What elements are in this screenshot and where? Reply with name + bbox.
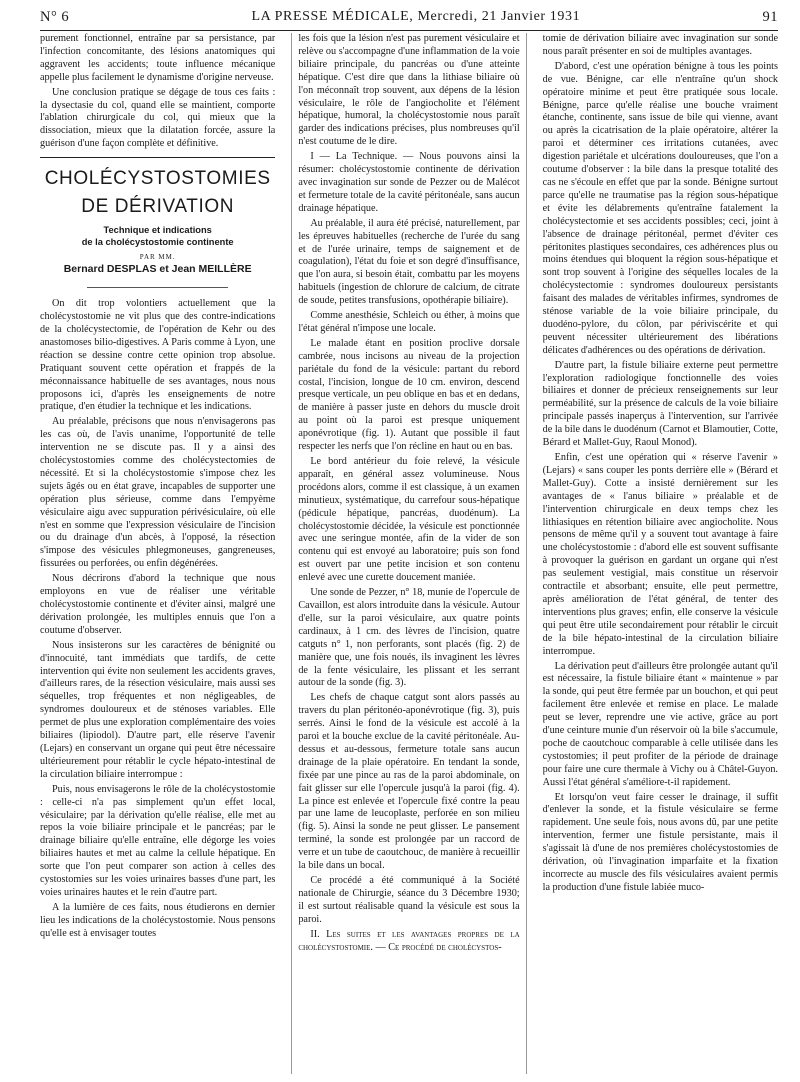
journal-title-date: LA PRESSE MÉDICALE, Mercredi, 21 Janvier 1931 xyxy=(251,9,581,24)
paragraph: Au préalable, il aura été précisé, naturellement, par les épreuves habituelles (recherche de l'urée du sang et de l'urée urinaire, temps de saignement et de coagulation), l'état du foie et son degré d'insuffisance, que l'on aura, si besoin était, combattu par les moyens habituels (ingestion de chlorure de calcium, de citrate de soude, petites transfusions, opothérapie biliaire). xyxy=(298,217,520,307)
paragraph: les fois que la lésion n'est pas purement vésiculaire et relève ou s'accompagne d'une inflammation de la voie biliaire principale, du pancréas ou d'une atteinte hépatique. C'est dire que dans la lithiase biliaire où l'on méconnaît trop souvent, aux dépens de la lésion vésiculaire, le rôle de l'angiocholite et l'élément hépatique, humoral, la cholécystostomie nous paraît garder des indications précises, plus nombreuses qu'il n'est coutume de le dire. xyxy=(298,33,520,148)
paragraph: Les chefs de chaque catgut sont alors passés au travers du plan péritonéo-aponévrotique (fig. 3), puis serrés. Ainsi le fond de la vésicule est accolé à la paroi et la bouche exclue de la cavité péritonéale. Au-dessus et au-dessous, fermeture totale sans aucun drainage de la plaie opératoire. En tendant la sonde, fixée par une pince au ras de la paroi abdominale, on fait glisser sur elle l'opercule jusqu'à la paroi (fig. 4). La pince est enlevée et l'opercule fixé contre la peau par une lame de leucoplaste, perforée en son milieu (fig. 5). Ainsi la sonde ne peut glisser. Le pansement terminé, la sonde est prolongée par un raccord de verre et un tube de caoutchouc, de manière à recueillir la bile dans un bocal. xyxy=(298,692,520,872)
column-1 xyxy=(40,33,275,1074)
column-3 xyxy=(543,33,778,1074)
paragraph: Nous décrirons d'abord la technique que nous employons en vue de réaliser une véritable cholécystostomie continente et d'éviter ainsi, malgré une dérivation prolongée, les multiples ennuis que l'on a coutume d'observer. xyxy=(40,573,276,636)
paragraph: La dérivation peut d'ailleurs être prolongée autant qu'il est nécessaire, la fistule biliaire étant « maintenue » par la sonde, qui peut être fermée par un bouchon, et qui peut facilement être enlevée et remise en place. Le malade peut se lever, reprendre une vie active, grâce au port d'une ceinture munie d'un réservoir où la bile s'accumule, poche de caoutchouc comparable à celle utilisée dans les cystostomies; il peut profiter de la période de drainage pour faire une cure thermale à Vichy ou à Châtel-Guyon. Aussi l'état général s'améliore-t-il rapidement. xyxy=(542,660,778,788)
running-header xyxy=(40,4,778,31)
paragraph: Et lorsqu'on veut faire cesser le drainage, il suffit d'enlever la sonde, et la fistule vésiculaire se ferme rapidement. Une seule fois, nous avons dû, par une petite intervention, fermer une fistule persistante, mais il s'agissait là d'une de nos premières cholécystostomies de dérivation, où l'invagination imparfaite et la fixation incorrecte au muscle des fils vésiculaires avaient permis la production d'une fistule labiée muco- xyxy=(542,791,778,893)
paragraph: Au préalable, précisons que nous n'envisagerons pas les cas où, de l'avis unanime, l'opportunité de telle intervention ne se discute pas. Il y a ainsi des cholécystostomies comme des cholécystectomies de nécessité. Et si la cholécystostomie s'impose chez les sujets âgés ou en état grave, incapables de supporter une opération plus sérieuse, comme dans l'empyème vésiculaire aigu avec suppuration périvésiculaire, où elle n'est en somme que l'expression vésiculaire de l'incision ou du drainage d'un abcès, à l'opposé, la résection s'impose des vésicules phlegmoneuses, gangreneuses, fissurées ou perforées, ou enfin dégénérées. xyxy=(40,416,276,570)
paragraph: Une sonde de Pezzer, n° 18, munie de l'opercule de Cavaillon, est alors introduite dans la vésicule. Autour d'elle, sur la paroi vésiculaire, aux quatre points cardinaux, à 1 cm. des lèvres de l'incision, quatre catguts n° 1, non perforants, sont placés (fig. 2) de manière que, une fois noués, ils invaginent les lèvres de la fente vésiculaire, les plissant et les serrant autour de la sonde (fig. 3). xyxy=(298,587,520,689)
article-title-line-1: CHOLÉCYSTOSTOMIES xyxy=(44,168,271,190)
paragraph: Puis, nous envisagerons le rôle de la cholécystostomie : celle-ci n'a pas simplement qu'un effet local, vésiculaire; par la dérivation qu'elle réalise, elle met au repos la voie biliaire principale et le pancréas; par le drainage biliaire qu'elle entraîne, elle dégorge les voies biliaires hautes et met au calme la cellule hépatique. En sorte que l'on peut comparer son action à celles des cystostomies sur les voies urinaires basses d'une part, les voies urinaires hautes et le rein d'autre part. xyxy=(40,783,276,898)
page-number: 91 xyxy=(762,8,778,25)
paragraph: tomie de dérivation biliaire avec invagination sur sonde nous paraît présenter en soi de multiples avantages. xyxy=(542,33,778,57)
section-divider xyxy=(40,157,275,158)
paragraph: On dit trop volontiers actuellement que la cholécystostomie ne vit plus que des contre-indications de la cholécystectomie, de l'opération de Kehr ou des anastomoses bilio-digestives. A Paris comme à Lyon, une réaction se dessine contre cette opinion trop absolue. Pratiquant souvent cette opération et frappés de la méconnaissance habituelle de ses avantages, nous nous proposons ici, d'après les enseignements de notre pratique, d'en étudier la technique et les indications. xyxy=(40,298,276,413)
paragraph: D'abord, c'est une opération bénigne à tous les points de vue. Bénigne, car elle n'entraîne qu'un shock opératoire minime et peut être pratiquée sous locale. Bénigne, parce qu'elle réalise une bouche vraiment étanche, continente, sans issue de bile qui vienne, avant ou après la cicatrisation de la plaie opératoire, altérer la paroi et déterminer ces irritations cutanées, avec digestion pariétale et ulcérations douloureuses, que l'on a coutume d'observer : la bile dans la presque totalité des cas ne s'écoule en effet que par la sonde. Bénigne surtout parce qu'elle ne traumatise pas la région sous-hépatique et évite les délabrements qu'entraîne fatalement la cholécystectomie et ses accidents possibles; ceci, joint à l'absence de drainage péritonéal, permet d'éviter ces péritonites plastiques secondaires, ces adhérences plus ou moins étendues qui bloquent la région sous-hépatique et sont trop souvent à l'origine des séquelles locales de la cholécystectomie : syndromes douloureux persistants faisant des malades de véritables infirmes, syndromes de sténose variable de la voie biliaire principale, du duodéno-pylore, du côlon, par périviscérite et qui peuvent nécessiter ultérieurement des libérations délicates d'adhérences ou des opérations de dérivation. xyxy=(542,60,778,356)
paragraph: Le bord antérieur du foie relevé, la vésicule apparaît, en général assez volumineuse. Nous procédons alors, comme il est classique, à un examen minutieux, systématique, du carrefour sous-hépatique (pédicule hépatique, pancréas, duodénum). La cholécystostomie décidée, la vésicule est ponctionnée avec une seringue montée, afin de la vider de son contenu qui est envoyé au laboratoire; puis son fond est ouvert par une petite incision et son contenu enlevé avec une curette doucement maniée. xyxy=(298,456,520,584)
paragraph: Le malade étant en position proclive dorsale cambrée, nous incisons au niveau de la projection pariétale du fond de la vésicule: partant du rebord costal, l'incision, longue de 10 cm. environ, descend presque verticale, un peu oblique en bas et en dedans, de manière à passer juste en dehors du muscle droit au point où la paroi est presque uniquement aponévrotique (fig. 1). Autant que possible il faut respecter les nerfs que l'on récline en haut ou en bas. xyxy=(298,337,520,453)
paragraph: Une conclusion pratique se dégage de tous ces faits : la dysectasie du col, quand elle se maintient, comporte l'ablation chirurgicale du col, qui mieux que la dissociation, mieux que la dilatation forcée, assure la guérison d'une façon complète et définitive. xyxy=(40,86,276,150)
paragraph: Enfin, c'est une opération qui « réserve l'avenir » (Lejars) « sans couper les ponts derrière elle » (Bérard et Mallet-Guy). Cotte a insisté dernièrement sur les avantages de « l'anus biliaire » préalable et de l'intervention chirurgicale en deux temps chez les lithiasiques en rétention biliaire avec angiocholite. Nous pensons de même qu'il y a souvent tout avantage à faire une cholécystostomie : d'abord elle est souvent suffisante à provoquer la guérison en gardant un organe qui n'est pas seulement vestigial, mais constitue un réservoir contractile et absorbant; ensuite, elle peut permettre, après amélioration de l'état général, de tenter des interventions plus graves; enfin, elle conserve la vésicule qui peut être utile secondairement pour rétablir le circuit de la bile hépato-intestinal de la circulation biliaire interrompue. xyxy=(542,452,778,657)
article-authors: Bernard DESPLAS et Jean MEILLÈRE xyxy=(63,263,252,276)
byline-prefix: PAR MM. xyxy=(139,253,176,262)
paragraph: Ce procédé a été communiqué à la Société nationale de Chirurgie, séance du 3 Décembre 1930; il est surtout réalisable quand la vésicule est sous la paroi. xyxy=(298,875,520,925)
paragraph-technique: I — La Technique. — Nous pouvons ainsi la résumer: cholécystostomie continente de dérivation avec invagination sur sonde de Pezzer ou de Malécot et fermeture totale de la cavité péritonéale, sans aucun drainage hépatique. xyxy=(298,151,520,214)
article-subtitle-line-2: de la cholécystostomie continente xyxy=(81,237,234,248)
paragraph: D'autre part, la fistule biliaire externe peut permettre l'exploration radiologique fonctionnelle des voies biliaires et donner de précieux renseignements sur leur perméabilité, sur la présence de calculs de la voie biliaire principale passés inaperçus à l'intervention, sur l'arrivée de la bile dans le duodénum (Carnot et Blamoutier, Cotte, Bérard et Mallet-Guy, Raoul Monod). xyxy=(542,359,778,449)
column-2 xyxy=(291,33,526,1074)
paragraph: Nous insisterons sur les caractères de bénignité ou d'innocuité, tant immédiats que tardifs, de cette intervention qui évite non seulement les accidents graves, d'ailleurs rares, de la résection vésiculaire, mais aussi ses séquelles, trop fréquentes et non négligeables, de syndromes douloureux et de sténoses variables. Elle permet de plus une exploration complémentaire des voies biliaires (lipiodol). D'autre part, elle réserve l'avenir (Lejars) en conservant un organe qui peut être nécessaire ultérieurement pour rétablir le cycle hépato-intestinal de la circulation biliaire interrompue : xyxy=(40,639,276,780)
article-title-line-2: DE DÉRIVATION xyxy=(81,196,235,218)
text-columns xyxy=(40,33,778,1074)
article-heading xyxy=(40,168,275,288)
article-subtitle-line-1: Technique et indications xyxy=(103,225,212,236)
heading-underline xyxy=(87,287,228,288)
paragraph: Comme anesthésie, Schleich ou éther, à moins que l'état général n'impose une locale. xyxy=(298,310,520,334)
paragraph-section-2: II. Les suites et les avantages propres de la cholécystostomie. — Ce procédé de cholécystos- xyxy=(298,928,520,953)
issue-number: N° 6 xyxy=(40,8,70,25)
paragraph: A la lumière de ces faits, nous étudierons en dernier lieu les indications de la cholécystostomie. Nous pensons qu'elle est à envisager toutes xyxy=(40,901,276,939)
paragraph: purement fonctionnel, entraîne par sa persistance, par l'infection concomitante, des lésions anatomiques qui aggravent les accidents; toute influence mécanique appelle plus facilement le dynamisme d'origine nerveuse. xyxy=(40,33,276,83)
